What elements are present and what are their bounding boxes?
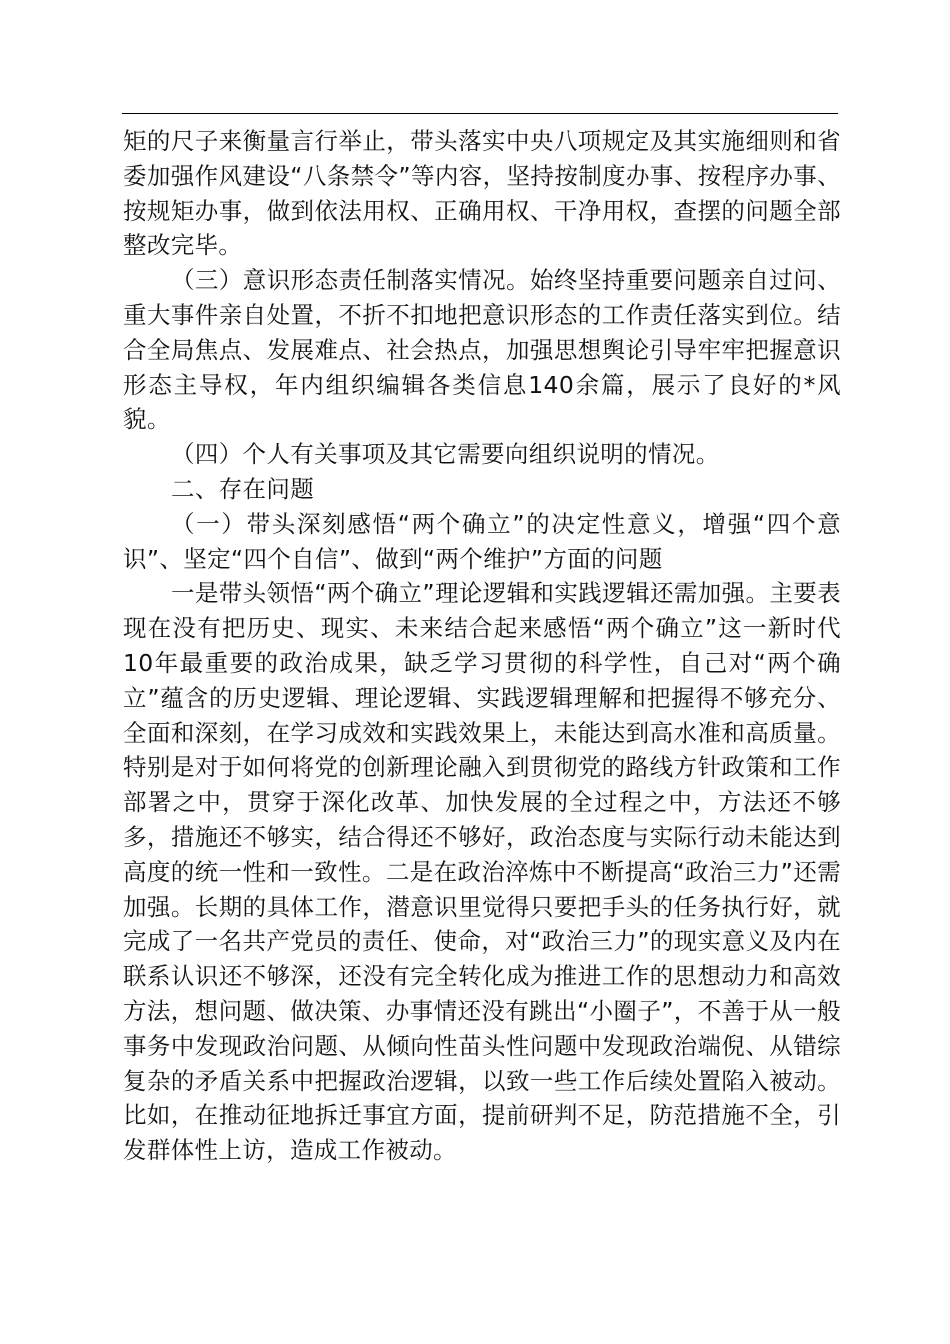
subsection-heading-two-establishments: （一）带头深刻感悟“两个确立”的决定性意义，增强“四个意识”、坚定“四个自信”、做到“两个维护”方面的问题 (123, 509, 841, 573)
document-body (123, 124, 841, 1168)
paragraph-personal-matters: （四）个人有关事项及其它需要向组织说明的情况。 (171, 440, 720, 469)
paragraph-ideology-responsibility: （三）意识形态责任制落实情况。始终坚持重要问题亲自过问、重大事件亲自处置，不折不扣地把意识形态的工作责任落实到位。结合全局焦点、发展难点、社会热点，加强思想舆论引导牢牢把握意识形态主导权，年内组织编辑各类信息140余篇，展示了良好的*风貌。 (123, 266, 841, 434)
header-rule (122, 113, 838, 114)
paragraph-discipline-continuation: 矩的尺子来衡量言行举止，带头落实中央八项规定及其实施细则和省委加强作风建设“八条禁令”等内容，坚持按制度办事、按程序办事、按规矩办事，做到依法用权、正确用权、干净用权，查摆的问题全部整改完毕。 (123, 127, 841, 260)
section-heading-existing-problems: 二、存在问题 (171, 474, 315, 503)
paragraph-problem-details: 一是带头领悟“两个确立”理论逻辑和实践逻辑还需加强。主要表现在没有把历史、现实、未来结合起来感悟“两个确立”这一新时代10年最重要的政治成果，缺乏学习贯彻的科学性，自己对“两个确立”蕴含的历史逻辑、理论逻辑、实践逻辑理解和把握得不够充分、全面和深刻，在学习成效和实践效果上，未能达到高水准和高质量。特别是对于如何将党的创新理论融入到贯彻党的路线方针政策和工作部署之中，贯穿于深化改革、加快发展的全过程之中，方法还不够多，措施还不够实，结合得还不够好，政治态度与实际行动未能达到高度的统一性和一致性。二是在政治淬炼中不断提高“政治三力”还需加强。长期的具体工作，潜意识里觉得只要把手头的任务执行好，就完成了一名共产党员的责任、使命，对“政治三力”的现实意义及内在联系认识还不够深，还没有完全转化成为推进工作的思想动力和高效方法，想问题、做决策、办事情还没有跳出“小圈子”，不善于从一般事务中发现政治问题、从倾向性苗头性问题中发现政治端倪、从错综复杂的矛盾关系中把握政治逻辑，以致一些工作后续处置陷入被动。比如，在推动征地拆迁事宜方面，提前研判不足，防范措施不全，引发群体性上访，造成工作被动。 (123, 579, 841, 1165)
